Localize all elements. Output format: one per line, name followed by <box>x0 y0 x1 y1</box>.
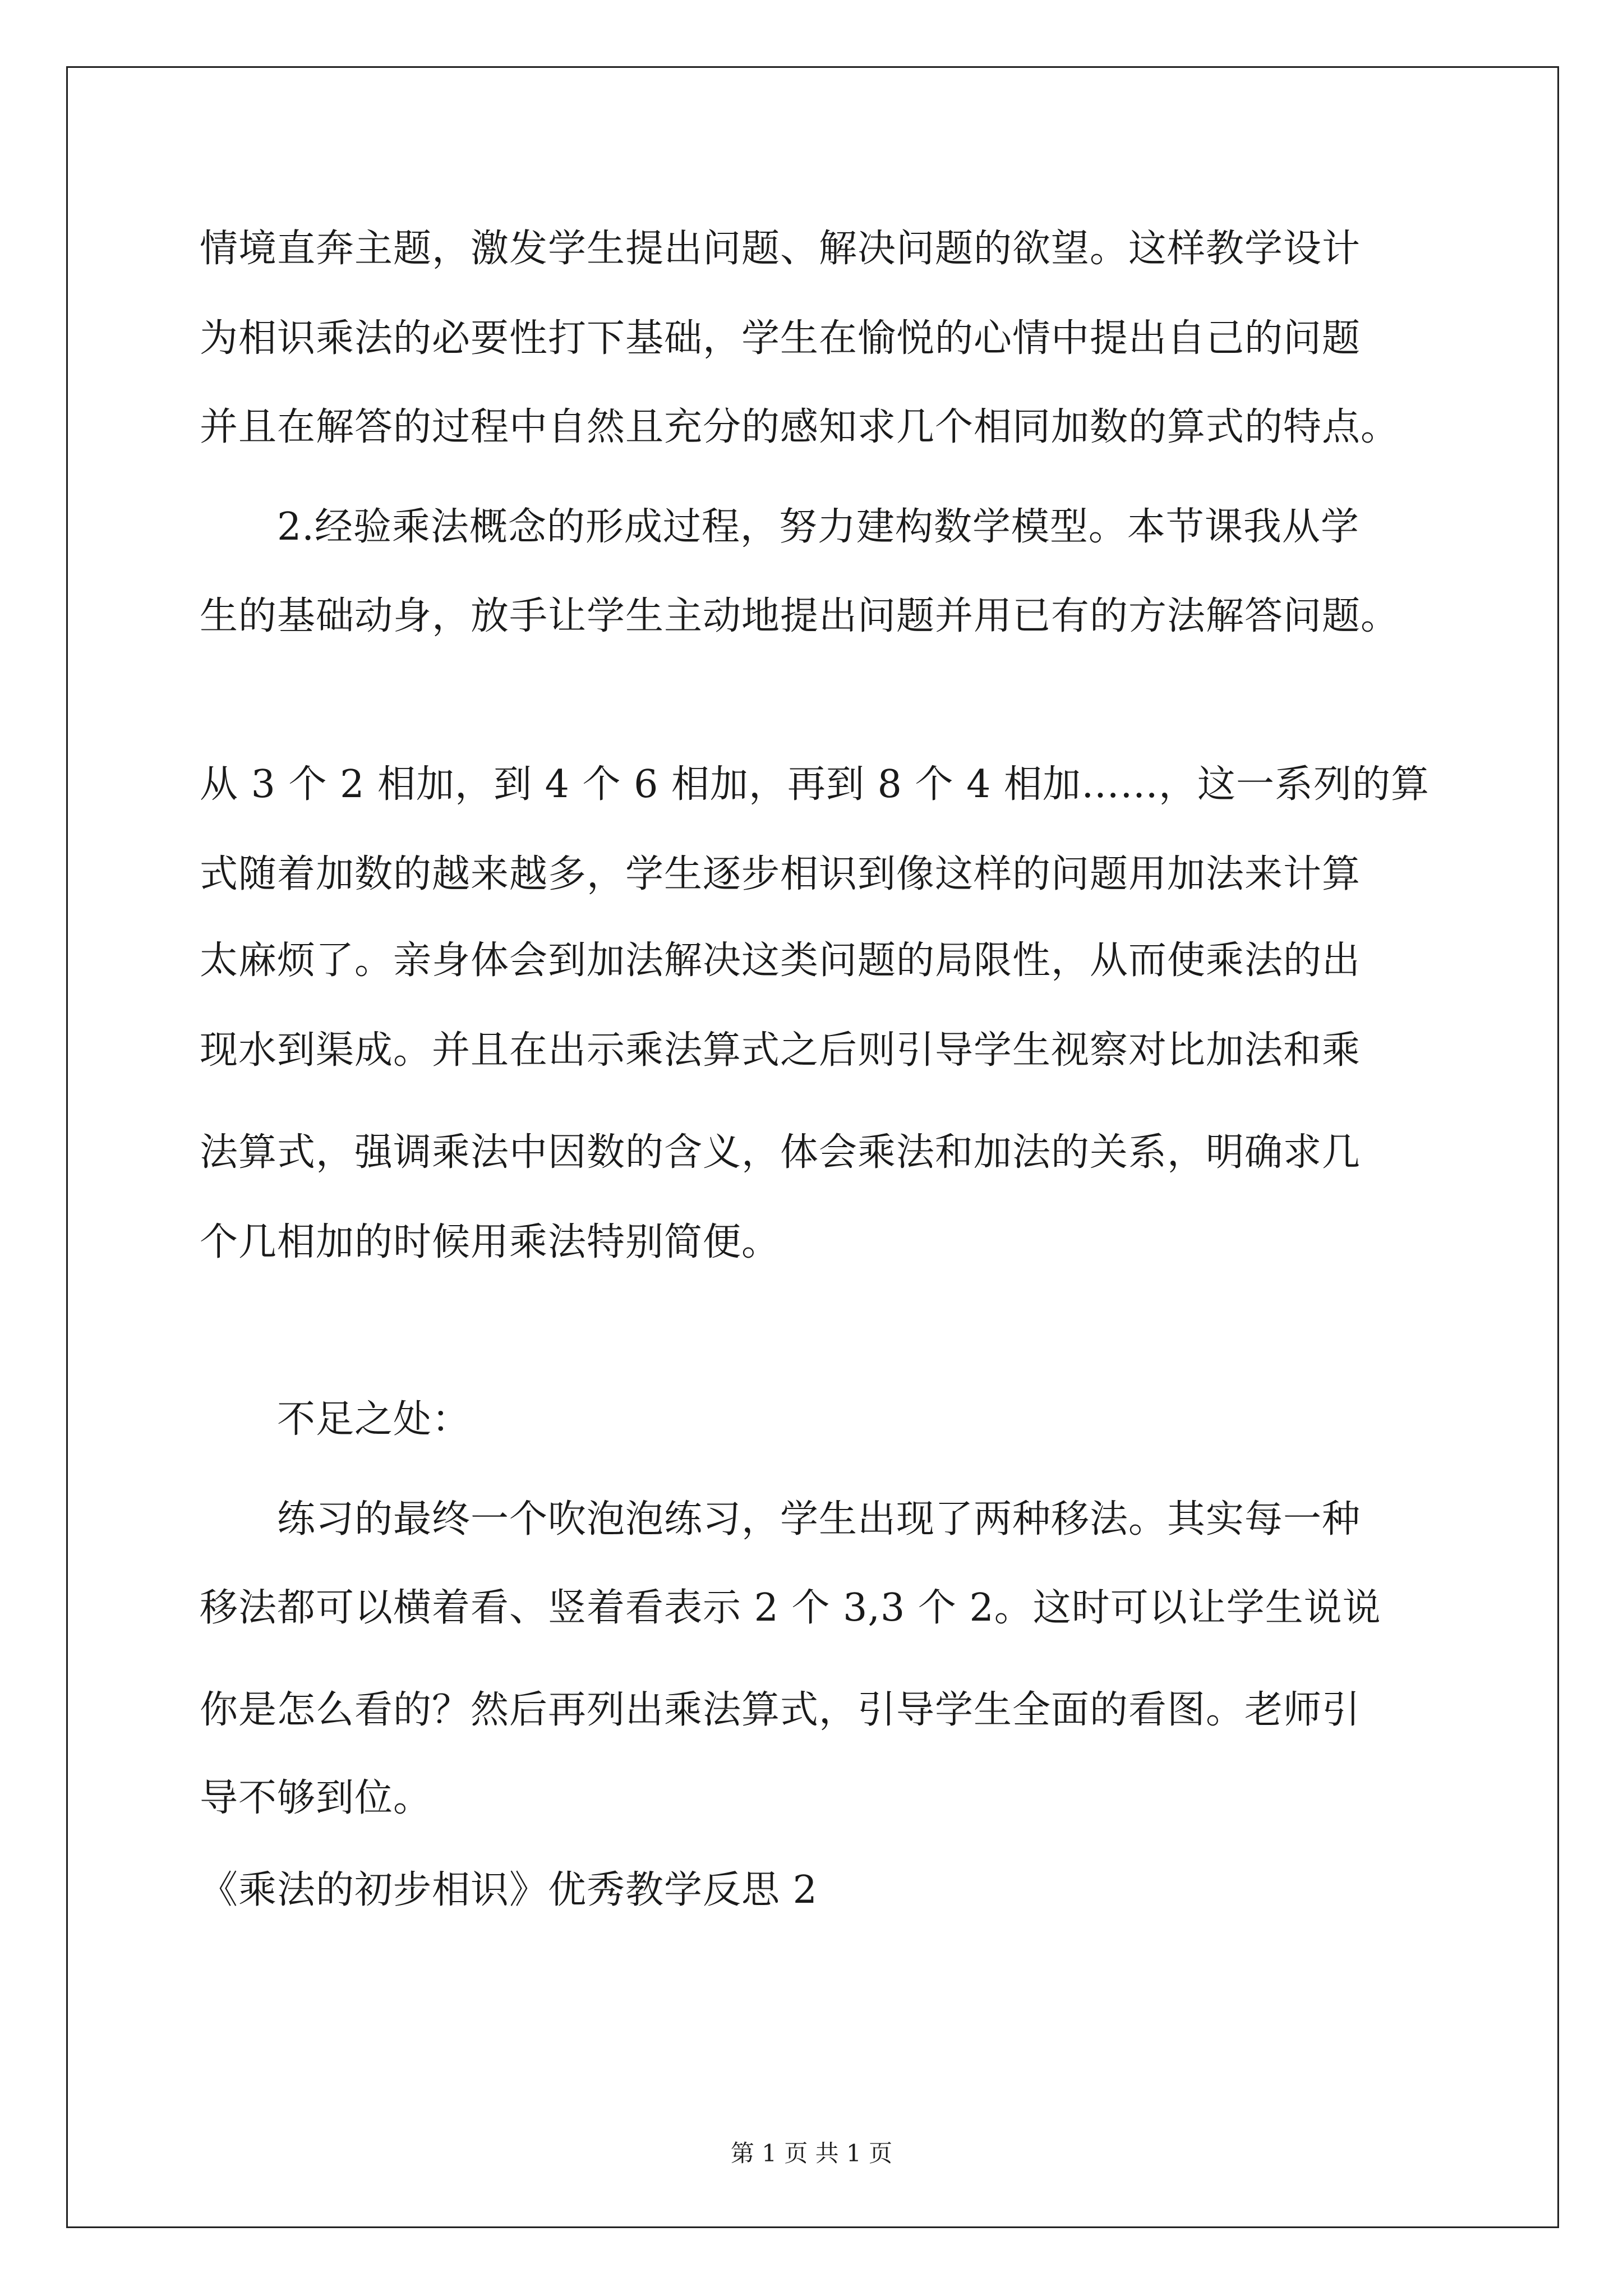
text-line-3: 并且在解答的过程中自然且充分的感知求几个相同加数的算式的特点。 <box>200 405 1400 449</box>
text-line-2: 为相识乘法的必要性打下基础，学生在愉悦的心情中提出自己的问题 <box>200 316 1361 361</box>
section-heading-shortcomings: 不足之处： <box>277 1397 471 1442</box>
text-line-14: 移法都可以横着看、竖着看表示 2 个 3,3 个 2。这时可以让学生说说 <box>200 1586 1381 1630</box>
text-line-15: 你是怎么看的？然后再列出乘法算式，引导学生全面的看图。老师引 <box>200 1688 1361 1732</box>
text-line-13: 练习的最终一个吹泡泡练习，学生出现了两种移法。其实每一种 <box>277 1497 1361 1542</box>
text-line-11: 个几相加的时候用乘法特别简便。 <box>200 1220 781 1264</box>
page-footer: 第 1 页 共 1 页 <box>730 2139 893 2167</box>
text-line-8: 太麻烦了。亲身体会到加法解决这类问题的局限性，从而使乘法的出 <box>200 938 1361 983</box>
text-line-6: 从 3 个 2 相加，到 4 个 6 相加，再到 8 个 4 相加……，这一系列的算 <box>200 762 1430 807</box>
text-line-1: 情境直奔主题，激发学生提出问题、解决问题的欲望。这样教学设计 <box>200 227 1361 271</box>
section-title-reflection-2: 《乘法的初步相识》优秀教学反思 2 <box>200 1868 818 1912</box>
text-line-16: 导不够到位。 <box>200 1776 432 1820</box>
text-line-4: 2.经验乘法概念的形成过程，努力建构数学模型。本节课我从学 <box>277 505 1359 549</box>
text-line-9: 现水到渠成。并且在出示乘法算式之后则引导学生视察对比加法和乘 <box>200 1028 1361 1073</box>
text-line-7: 式随着加数的越来越多，学生逐步相识到像这样的问题用加法来计算 <box>200 852 1361 896</box>
text-line-10: 法算式，强调乘法中因数的含义，体会乘法和加法的关系，明确求几 <box>200 1130 1361 1175</box>
text-line-5: 生的基础动身，放手让学生主动地提出问题并用已有的方法解答问题。 <box>200 594 1400 638</box>
